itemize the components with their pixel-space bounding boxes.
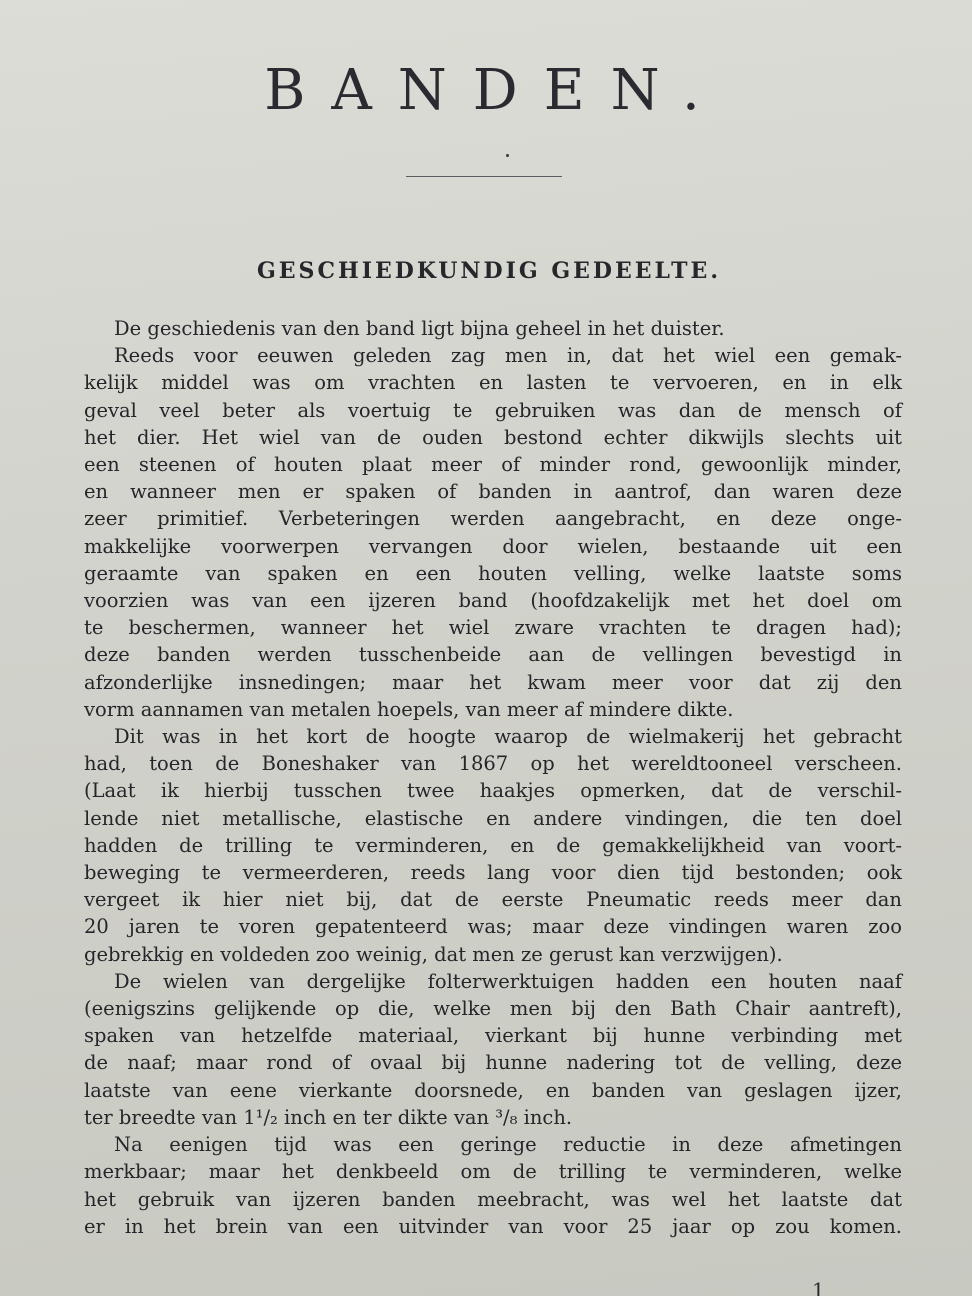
text-line: de naaf; maar rond of ovaal bij hunne nadering tot de velling, deze: [84, 1051, 902, 1075]
text-line: gebrekkig en voldeden zoo weinig, dat men ze gerust kan verzwijgen).: [84, 942, 783, 966]
text-line: De geschiedenis van den band ligt bijna geheel in het duister.: [114, 317, 725, 340]
text-line: Reeds voor eeuwen geleden zag men in, dat het wiel een gemak-: [114, 344, 902, 368]
text-line: afzonderlijke insnedingen; maar het kwam meer voor dat zij den: [84, 670, 902, 694]
text-line: het gebruik van ijzeren banden meebracht, was wel het laatste dat: [84, 1187, 902, 1211]
text-line: Dit was in het kort de hoogte waarop de wielmakerij het gebracht: [114, 725, 902, 749]
ornament-dot: [506, 154, 509, 157]
text-line: voorzien was van een ijzeren band (hoofdzakelijk met het doel om: [84, 589, 902, 613]
text-line: een steenen of houten plaat meer of minder rond, gewoonlijk minder,: [84, 453, 902, 477]
text-line: er in het brein van een uitvinder van voor 25 jaar op zou komen.: [84, 1214, 902, 1238]
text-line: 20 jaren te voren gepatenteerd was; maar deze vindingen waren zoo: [84, 915, 902, 939]
page-number: 1: [812, 1278, 825, 1296]
text-line: te beschermen, wanneer het wiel zware vrachten te dragen had);: [84, 616, 902, 640]
text-line: ter breedte van 1¹/₂ inch en ter dikte van ³/₈ inch.: [84, 1105, 573, 1129]
text-line: laatste van eene vierkante doorsnede, en banden van geslagen ijzer,: [84, 1078, 902, 1102]
text-line: geraamte van spaken en een houten velling, welke laatste soms: [84, 561, 902, 585]
page-title: BANDEN.: [264, 58, 726, 123]
text-line: vergeet ik hier niet bij, dat de eerste Pneumatic reeds meer dan: [84, 888, 902, 912]
text-line: De wielen van dergelijke folterwerktuigen hadden een houten naaf: [114, 969, 902, 993]
text-line: het dier. Het wiel van de ouden bestond echter dikwijls slechts uit: [84, 425, 902, 449]
text-line: zeer primitief. Verbeteringen werden aangebracht, en deze onge-: [84, 507, 902, 531]
text-line: deze banden werden tusschenbeide aan de vellingen bevestigd in: [84, 643, 902, 667]
text-line: makkelijke voorwerpen vervangen door wielen, bestaande uit een: [84, 534, 902, 558]
body-text: [84, 315, 902, 1240]
text-line: merkbaar; maar het denkbeeld om de trilling te verminderen, welke: [84, 1160, 902, 1184]
text-line: spaken van hetzelfde materiaal, vierkant bij hunne verbinding met: [84, 1024, 902, 1048]
text-line: geval veel beter als voertuig te gebruiken was dan de mensch of: [84, 398, 902, 422]
text-line: (eenigszins gelijkende op die, welke men bij den Bath Chair aantreft),: [84, 997, 902, 1021]
text-line: hadden de trilling te verminderen, en de gemakkelijkheid van voort-: [84, 833, 902, 857]
text-line: Na eenigen tijd was een geringe reductie in deze afmetingen: [114, 1133, 902, 1157]
text-line: vorm aannamen van metalen hoepels, van meer af mindere dikte.: [84, 697, 734, 721]
title-divider: [406, 176, 562, 177]
text-line: beweging te vermeerderen, reeds lang voor dien tijd bestonden; ook: [84, 861, 902, 885]
text-line: en wanneer men er spaken of banden in aantrof, dan waren deze: [84, 480, 902, 504]
text-line: lende niet metallische, elastische en andere vindingen, die ten doel: [84, 806, 902, 830]
text-line: had, toen de Boneshaker van 1867 op het wereldtooneel verscheen.: [84, 752, 902, 776]
text-line: kelijk middel was om vrachten en lasten te vervoeren, en in elk: [84, 371, 902, 395]
text-line: (Laat ik hierbij tusschen twee haakjes opmerken, dat de verschil-: [84, 779, 902, 803]
section-title: GESCHIEDKUNDIG GEDEELTE.: [257, 258, 721, 284]
